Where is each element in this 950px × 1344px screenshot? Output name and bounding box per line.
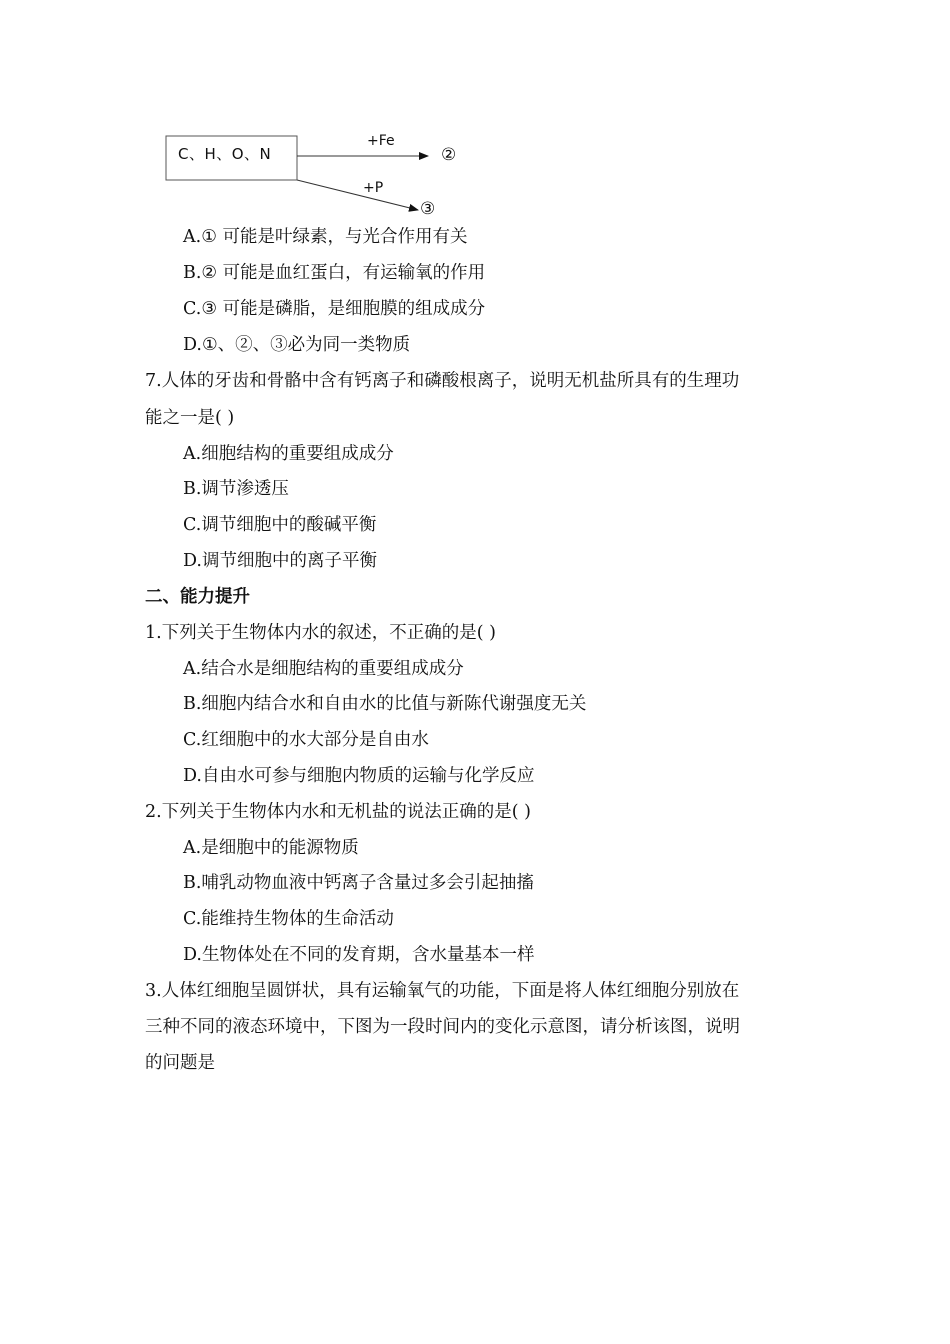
s2q2-option-a: A.是细胞中的能源物质 bbox=[183, 838, 359, 858]
arrow-fe-label: +Fe bbox=[367, 133, 395, 149]
composition-diagram bbox=[0, 0, 950, 230]
s2q1-option-c: C.红细胞中的水大部分是自由水 bbox=[183, 730, 429, 750]
s2q1-option-b: B.细胞内结合水和自由水的比值与新陈代谢强度无关 bbox=[183, 694, 587, 714]
s2q2-option-d: D.生物体处在不同的发育期，含水量基本一样 bbox=[183, 945, 535, 965]
q7-stem-line2: 能之一是( ) bbox=[145, 408, 235, 428]
q6-option-a: A.① 可能是叶绿素，与光合作用有关 bbox=[183, 227, 468, 247]
diagram-arrows bbox=[0, 0, 950, 230]
q6-option-c: C.③ 可能是磷脂，是细胞膜的组成成分 bbox=[183, 299, 486, 319]
target-3: ③ bbox=[420, 199, 436, 219]
q7-option-a: A.细胞结构的重要组成成分 bbox=[183, 444, 394, 464]
q7-option-d: D.调节细胞中的离子平衡 bbox=[183, 551, 377, 571]
q6-option-d: D.①、②、③必为同一类物质 bbox=[183, 335, 411, 355]
s2q2-option-b: B.哺乳动物血液中钙离子含量过多会引起抽搐 bbox=[183, 873, 534, 893]
arrow-p bbox=[297, 180, 418, 210]
s2q1-stem: 1.下列关于生物体内水的叙述，不正确的是( ) bbox=[145, 623, 496, 643]
q7-option-c: C.调节细胞中的酸碱平衡 bbox=[183, 515, 377, 535]
element-box-label: C、H、O、N bbox=[178, 145, 272, 163]
s2q1-option-d: D.自由水可参与细胞内物质的运输与化学反应 bbox=[183, 766, 535, 786]
arrow-p-label: +P bbox=[363, 180, 384, 196]
q7-option-b: B.调节渗透压 bbox=[183, 479, 289, 499]
q7-stem-line1: 7.人体的牙齿和骨骼中含有钙离子和磷酸根离子，说明无机盐所具有的生理功 bbox=[145, 371, 740, 391]
s2q2-option-c: C.能维持生物体的生命活动 bbox=[183, 909, 394, 929]
q6-option-b: B.② 可能是血红蛋白，有运输氧的作用 bbox=[183, 263, 486, 283]
target-2: ② bbox=[441, 145, 457, 165]
s2q2-stem: 2.下列关于生物体内水和无机盐的说法正确的是( ) bbox=[145, 802, 531, 822]
s2q1-option-a: A.结合水是细胞结构的重要组成成分 bbox=[183, 659, 464, 679]
s2q3-line1: 3.人体红细胞呈圆饼状，具有运输氧气的功能，下面是将人体红细胞分别放在 bbox=[145, 981, 740, 1001]
s2q3-line3: 的问题是 bbox=[145, 1053, 215, 1073]
section-title: 二、能力提升 bbox=[145, 587, 250, 607]
s2q3-line2: 三种不同的液态环境中，下图为一段时间内的变化示意图，请分析该图，说明 bbox=[145, 1017, 740, 1037]
